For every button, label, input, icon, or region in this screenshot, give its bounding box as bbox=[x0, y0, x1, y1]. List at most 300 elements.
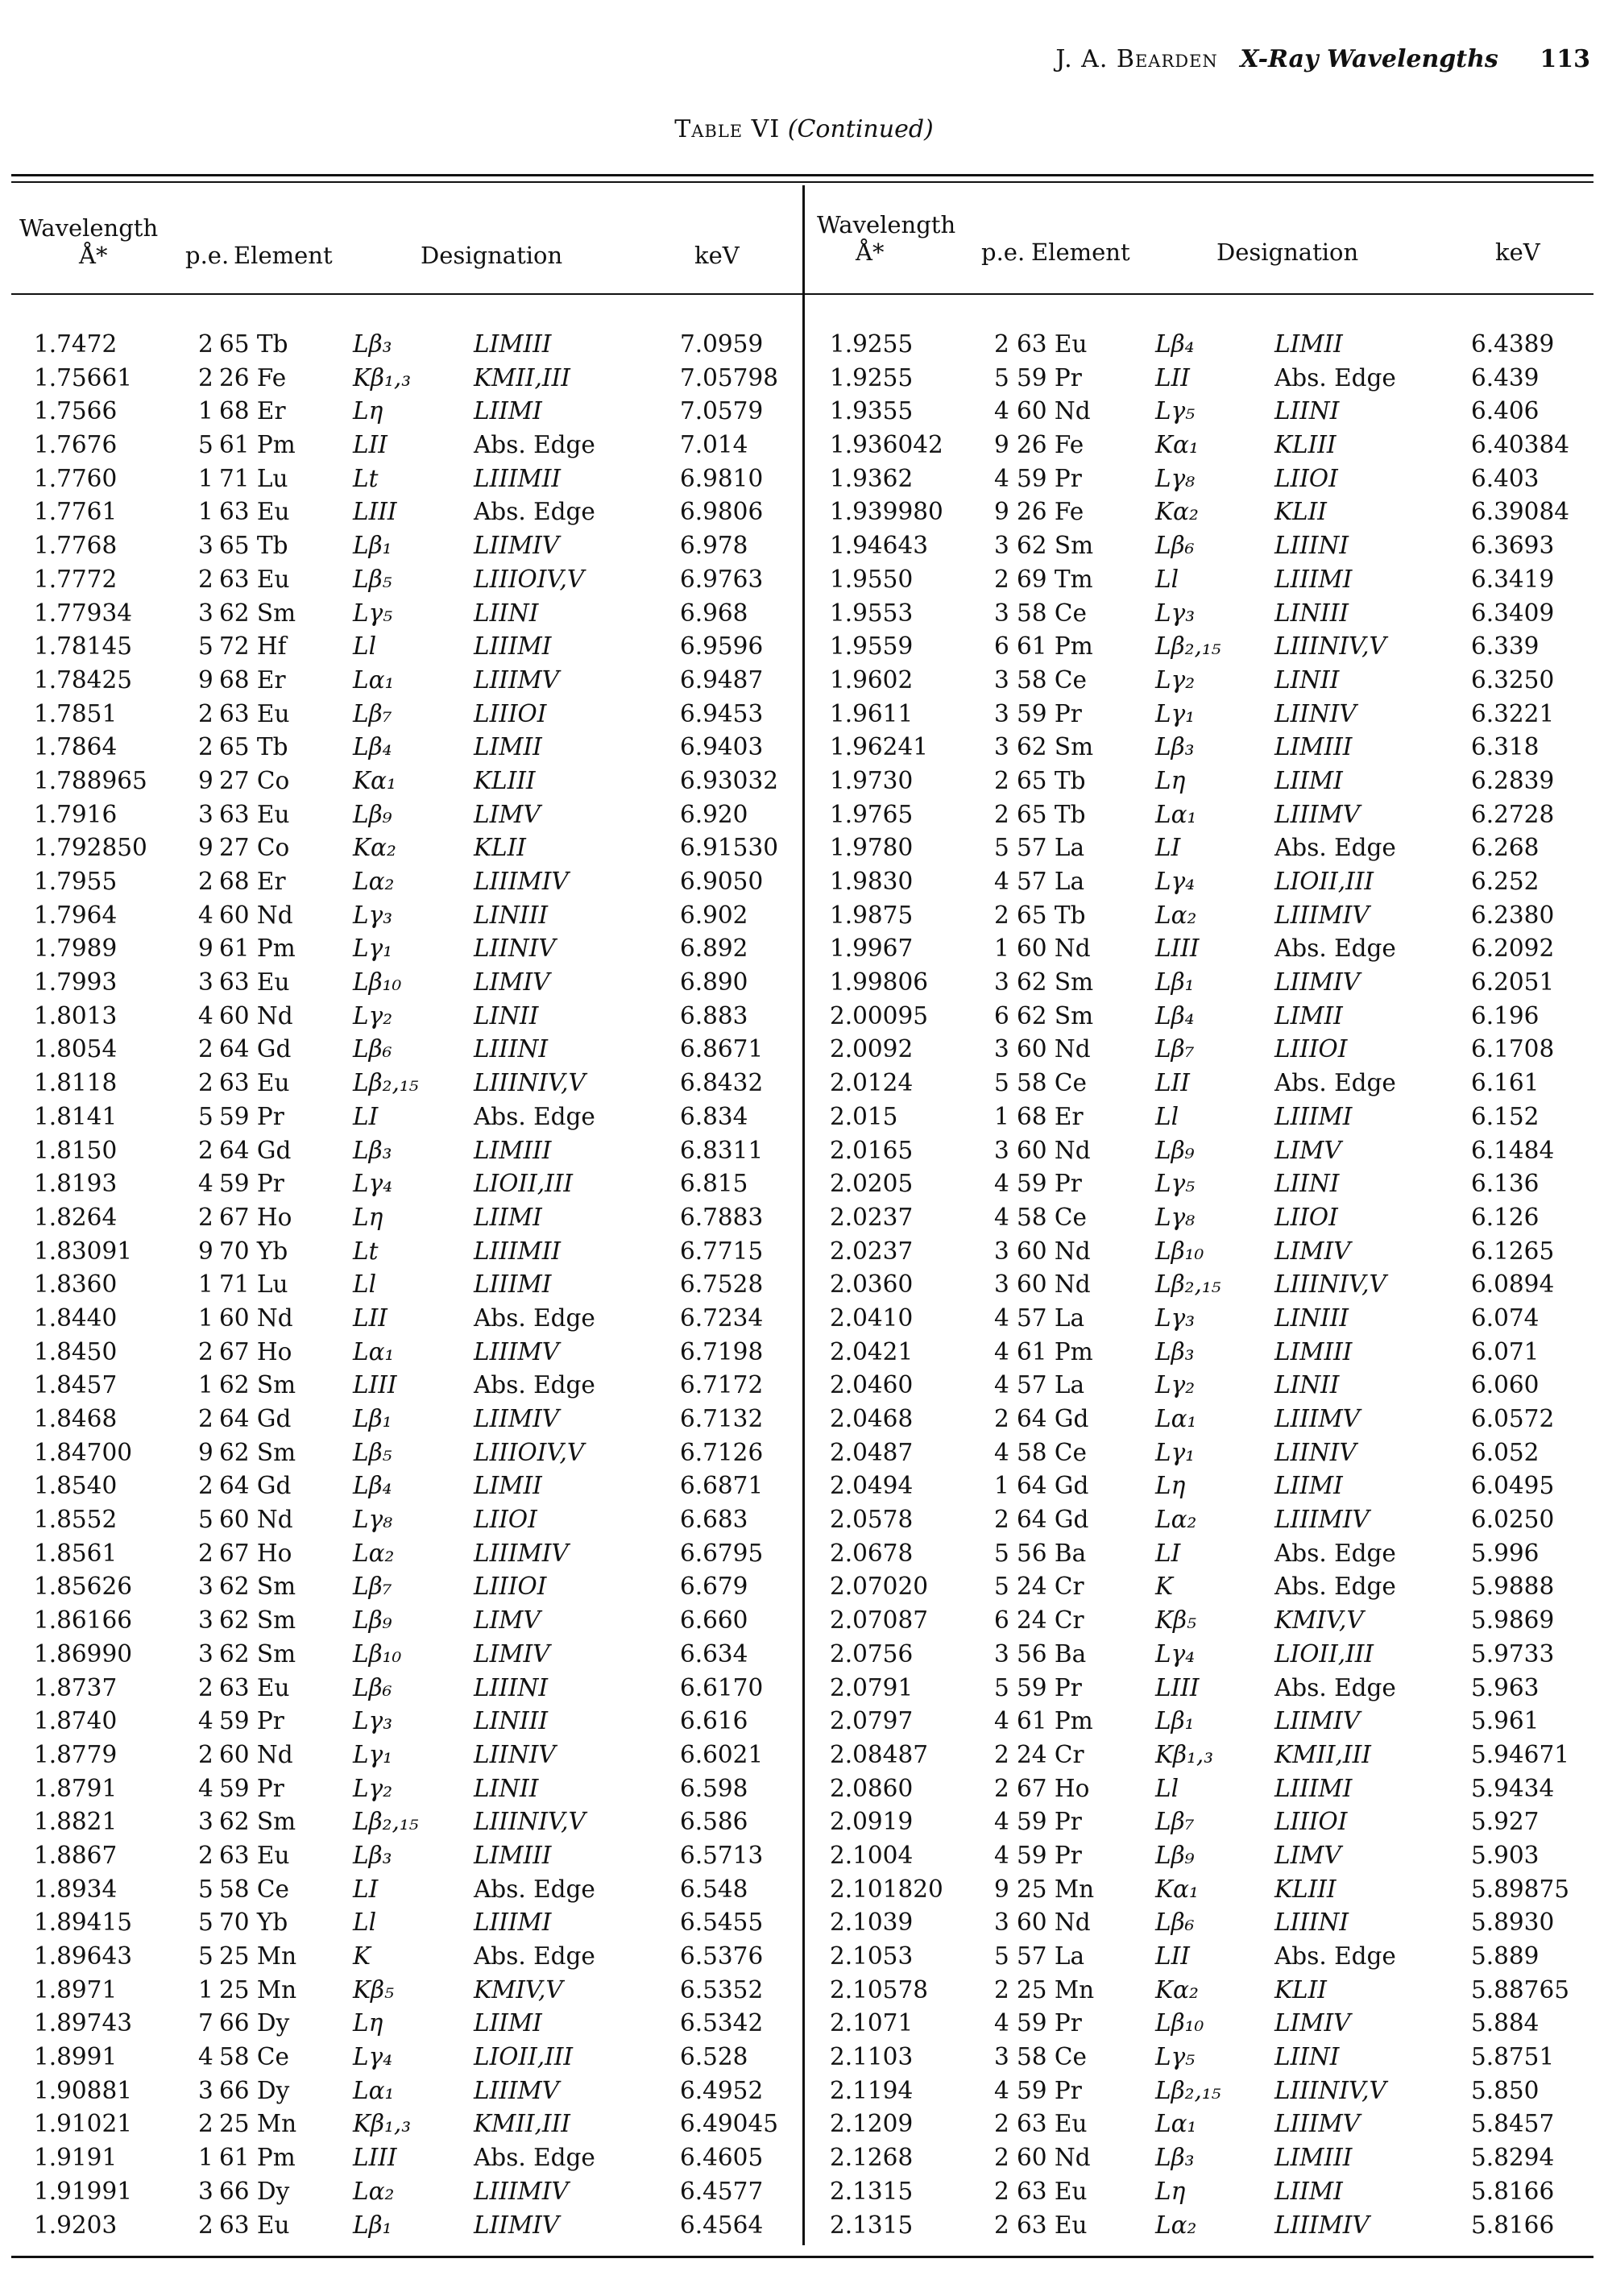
table-note: (Continued) bbox=[787, 115, 934, 143]
table-row bbox=[806, 1569, 1597, 1603]
wavelength-cell: 2.07020 bbox=[830, 1573, 928, 1601]
col-element-header: Element bbox=[1031, 238, 1130, 266]
pe-cell: 4 bbox=[994, 2076, 1009, 2104]
table-row bbox=[11, 965, 802, 999]
kev-cell: 5.9888 bbox=[1471, 1573, 1555, 1601]
wavelength-cell: 2.0860 bbox=[830, 1774, 914, 1802]
table-row bbox=[806, 1603, 1597, 1637]
pe-cell: 9 bbox=[198, 766, 213, 794]
kev-cell: 5.8294 bbox=[1471, 2144, 1555, 2172]
table-row bbox=[806, 1772, 1597, 1805]
designation-cell: LIIIOI bbox=[1274, 1808, 1348, 1836]
line-cell: Lβ₉ bbox=[1155, 1136, 1195, 1164]
wavelength-cell: 2.1315 bbox=[830, 2177, 914, 2205]
pe-cell: 2 bbox=[198, 1069, 213, 1097]
kev-cell: 6.5455 bbox=[680, 1908, 764, 1937]
element-cell: 64 Gd bbox=[219, 1035, 292, 1063]
element-cell: 63 Eu bbox=[219, 1069, 290, 1097]
kev-cell: 6.196 bbox=[1471, 1001, 1540, 1030]
kev-cell: 6.3250 bbox=[1471, 665, 1555, 694]
wavelength-cell: 1.788965 bbox=[34, 766, 147, 794]
element-cell: 65 Tb bbox=[219, 733, 288, 761]
designation-cell: LIIIOIV,V bbox=[474, 1438, 585, 1466]
line-cell: Lη bbox=[353, 2009, 383, 2037]
pe-cell: 3 bbox=[198, 1639, 213, 1668]
table-row bbox=[11, 462, 802, 495]
line-cell: Lα₂ bbox=[353, 1539, 395, 1567]
element-cell: 65 Tb bbox=[1017, 901, 1086, 929]
element-cell: 59 Pr bbox=[219, 1707, 284, 1735]
element-cell: 60 Nd bbox=[1017, 1270, 1091, 1299]
kev-cell: 6.161 bbox=[1471, 1069, 1540, 1097]
pe-cell: 2 bbox=[198, 1472, 213, 1500]
pe-cell: 2 bbox=[198, 1841, 213, 1869]
pe-cell: 2 bbox=[198, 2211, 213, 2239]
kev-cell: 6.052 bbox=[1471, 1438, 1540, 1466]
wavelength-cell: 1.8867 bbox=[34, 1841, 118, 1869]
kev-cell: 6.634 bbox=[680, 1639, 748, 1668]
line-cell: Lα₂ bbox=[353, 2177, 395, 2205]
designation-cell: LIMIV bbox=[1274, 2009, 1351, 2037]
kev-cell: 6.548 bbox=[680, 1875, 748, 1903]
table-row bbox=[11, 428, 802, 462]
wavelength-cell: 2.015 bbox=[830, 1102, 898, 1130]
pe-cell: 4 bbox=[198, 1170, 213, 1198]
table-row bbox=[11, 361, 802, 395]
table-row bbox=[11, 2107, 802, 2141]
line-cell: Kα₂ bbox=[1155, 498, 1199, 526]
pe-cell: 1 bbox=[198, 397, 213, 425]
table-row bbox=[11, 528, 802, 562]
kev-cell: 6.586 bbox=[680, 1808, 748, 1836]
line-cell: Lγ₃ bbox=[353, 901, 393, 929]
table-row bbox=[11, 697, 802, 731]
kev-cell: 5.927 bbox=[1471, 1808, 1540, 1836]
designation-cell: Abs. Edge bbox=[474, 2144, 595, 2172]
line-cell: Lβ₉ bbox=[353, 800, 392, 828]
wavelength-cell: 2.1053 bbox=[830, 1942, 914, 1970]
designation-cell: LIMV bbox=[1274, 1136, 1341, 1164]
wavelength-cell: 2.07087 bbox=[830, 1606, 928, 1635]
line-cell: Lβ₂,₁₅ bbox=[1155, 2076, 1221, 2104]
element-cell: 59 Pr bbox=[219, 1170, 284, 1198]
pe-cell: 5 bbox=[198, 431, 213, 459]
line-cell: Kβ₁,₃ bbox=[353, 2110, 412, 2138]
wavelength-cell: 1.91991 bbox=[34, 2177, 132, 2205]
line-cell: LII bbox=[1155, 363, 1190, 392]
pe-cell: 3 bbox=[994, 1270, 1009, 1299]
pe-cell: 3 bbox=[994, 599, 1009, 627]
designation-cell: KMIV,V bbox=[1274, 1606, 1364, 1635]
table-row bbox=[806, 2208, 1597, 2242]
line-cell: Lβ₅ bbox=[353, 565, 392, 593]
line-cell: Kβ₅ bbox=[1155, 1606, 1196, 1635]
wavelength-cell: 2.0756 bbox=[830, 1639, 914, 1668]
kev-cell: 6.252 bbox=[1471, 868, 1540, 895]
kev-cell: 6.7198 bbox=[680, 1337, 764, 1366]
designation-cell: LIIIOI bbox=[1274, 1035, 1348, 1063]
wavelength-cell: 1.9765 bbox=[830, 800, 914, 828]
element-cell: 62 Sm bbox=[1017, 532, 1094, 560]
kev-cell: 6.2380 bbox=[1471, 901, 1555, 929]
kev-cell: 5.9434 bbox=[1471, 1774, 1555, 1802]
top-rule-thick bbox=[11, 174, 1593, 176]
wavelength-cell: 1.8791 bbox=[34, 1774, 118, 1802]
table-row bbox=[11, 1335, 802, 1369]
wavelength-cell: 1.7676 bbox=[34, 431, 118, 459]
designation-cell: LIIMI bbox=[1274, 2177, 1343, 2205]
element-cell: 62 Sm bbox=[1017, 1001, 1094, 1030]
designation-cell: LIIINIV,V bbox=[1274, 2076, 1386, 2104]
element-cell: 67 Ho bbox=[219, 1203, 292, 1231]
wavelength-cell: 1.9967 bbox=[830, 935, 914, 963]
table-row bbox=[806, 361, 1597, 395]
element-cell: 61 Pm bbox=[1017, 1707, 1093, 1735]
element-cell: 62 Sm bbox=[219, 599, 296, 627]
designation-cell: LIMII bbox=[1274, 1001, 1343, 1030]
designation-cell: LIOII,III bbox=[474, 1170, 574, 1198]
pe-cell: 3 bbox=[994, 968, 1009, 997]
line-cell: Lγ₄ bbox=[1155, 1639, 1196, 1668]
designation-cell: LIMV bbox=[1274, 1841, 1341, 1869]
col-pe-header: p.e. bbox=[981, 238, 1026, 266]
wavelength-cell: 1.77934 bbox=[34, 599, 132, 627]
journal-title: X-Ray Wavelengths bbox=[1240, 45, 1498, 73]
kev-cell: 5.9733 bbox=[1471, 1639, 1555, 1668]
element-cell: 59 Pr bbox=[1017, 1841, 1082, 1869]
line-cell: Ll bbox=[1155, 565, 1179, 593]
pe-cell: 1 bbox=[198, 1270, 213, 1299]
designation-cell: LIIMIV bbox=[474, 532, 560, 560]
table-row bbox=[806, 1402, 1597, 1436]
wavelength-cell: 2.0124 bbox=[830, 1069, 914, 1097]
element-cell: 62 Sm bbox=[219, 1808, 296, 1836]
wavelength-cell: 1.8450 bbox=[34, 1337, 118, 1366]
designation-cell: Abs. Edge bbox=[474, 1942, 595, 1970]
element-cell: 59 Pr bbox=[1017, 1673, 1082, 1701]
pe-cell: 4 bbox=[198, 2043, 213, 2071]
kev-cell: 6.4605 bbox=[680, 2144, 764, 2172]
wavelength-cell: 1.9553 bbox=[830, 599, 914, 627]
element-cell: 62 Sm bbox=[219, 1371, 296, 1399]
line-cell: Ll bbox=[1155, 1774, 1179, 1802]
designation-cell: LIIIMI bbox=[474, 632, 552, 661]
line-cell: Lγ₅ bbox=[1155, 1170, 1196, 1198]
element-cell: 61 Pm bbox=[219, 935, 296, 963]
table-row bbox=[806, 864, 1597, 898]
kev-cell: 7.014 bbox=[680, 431, 748, 459]
element-cell: 59 Pr bbox=[219, 1774, 284, 1802]
pe-cell: 5 bbox=[994, 1942, 1009, 1970]
table-label: Table VI bbox=[674, 115, 781, 143]
designation-cell: KLII bbox=[1274, 1975, 1327, 2004]
line-cell: Kα₁ bbox=[1155, 431, 1199, 459]
wavelength-cell: 1.75661 bbox=[34, 363, 132, 392]
wavelength-cell: 1.8540 bbox=[34, 1472, 118, 1500]
pe-cell: 2 bbox=[994, 1975, 1009, 2004]
table-row bbox=[806, 1335, 1597, 1369]
element-cell: 60 Nd bbox=[1017, 397, 1091, 425]
table-row bbox=[11, 495, 802, 528]
designation-cell: KLII bbox=[1274, 498, 1327, 526]
designation-cell: LIMIII bbox=[1274, 1337, 1353, 1366]
element-cell: 65 Tb bbox=[219, 532, 288, 560]
wavelength-cell: 2.0421 bbox=[830, 1337, 914, 1366]
line-cell: Lβ₃ bbox=[353, 330, 392, 358]
element-cell: 69 Tm bbox=[1017, 565, 1093, 593]
table-row bbox=[11, 629, 802, 663]
wavelength-cell: 1.8971 bbox=[34, 1975, 118, 2004]
pe-cell: 5 bbox=[198, 1102, 213, 1130]
table-row bbox=[806, 1032, 1597, 1066]
element-cell: 63 Eu bbox=[219, 2211, 290, 2239]
wavelength-cell: 2.0468 bbox=[830, 1405, 914, 1432]
line-cell: K bbox=[353, 1942, 371, 1970]
col-element-header: Element bbox=[234, 242, 333, 269]
pe-cell: 5 bbox=[994, 834, 1009, 862]
table-row bbox=[806, 629, 1597, 663]
col-unit-header: Å* bbox=[856, 238, 885, 266]
table-row bbox=[11, 1066, 802, 1100]
column-divider bbox=[802, 185, 805, 2245]
pe-cell: 9 bbox=[994, 431, 1009, 459]
pe-cell: 4 bbox=[198, 1774, 213, 1802]
wavelength-cell: 1.9611 bbox=[830, 699, 914, 727]
line-cell: Lβ₁ bbox=[1155, 1707, 1195, 1735]
pe-cell: 2 bbox=[994, 2144, 1009, 2172]
wavelength-cell: 1.8360 bbox=[34, 1270, 118, 1299]
designation-cell: LIIMI bbox=[1274, 766, 1343, 794]
designation-cell: LIIIMV bbox=[474, 1337, 560, 1366]
wavelength-cell: 1.90881 bbox=[34, 2076, 132, 2104]
line-cell: Ll bbox=[353, 1270, 377, 1299]
element-cell: 72 Hf bbox=[219, 632, 287, 661]
element-cell: 63 Eu bbox=[1017, 2177, 1088, 2205]
table-row bbox=[11, 1569, 802, 1603]
designation-cell: LIIINIV,V bbox=[1274, 632, 1386, 661]
kev-cell: 6.9050 bbox=[680, 868, 764, 895]
pe-cell: 2 bbox=[994, 1774, 1009, 1802]
wavelength-cell: 1.9255 bbox=[830, 363, 914, 392]
line-cell: Lβ₃ bbox=[353, 1136, 392, 1164]
pe-cell: 4 bbox=[994, 1170, 1009, 1198]
table-row bbox=[806, 1368, 1597, 1402]
line-cell: LIII bbox=[1155, 1673, 1200, 1701]
designation-cell: LIIINI bbox=[474, 1673, 549, 1701]
line-cell: Lα₁ bbox=[353, 1337, 395, 1366]
wavelength-cell: 2.08487 bbox=[830, 1740, 928, 1768]
designation-cell: LIIIMIV bbox=[474, 2177, 569, 2205]
wavelength-cell: 1.9203 bbox=[34, 2211, 118, 2239]
top-rule-thin bbox=[11, 181, 1593, 183]
designation-cell: Abs. Edge bbox=[1274, 935, 1396, 963]
element-cell: 63 Eu bbox=[219, 1673, 290, 1701]
designation-cell: LIIMIV bbox=[474, 1405, 560, 1432]
table-row bbox=[11, 1905, 802, 1939]
kev-cell: 6.39084 bbox=[1471, 498, 1569, 526]
pe-cell: 6 bbox=[994, 1001, 1009, 1030]
table-row bbox=[11, 2074, 802, 2107]
author-name: J. A. Bearden bbox=[1055, 45, 1218, 73]
wavelength-cell: 1.7851 bbox=[34, 699, 118, 727]
wavelength-cell: 1.8013 bbox=[34, 1001, 118, 1030]
table-row bbox=[806, 1905, 1597, 1939]
designation-cell: LIIIMIV bbox=[1274, 1506, 1370, 1534]
table-row bbox=[806, 663, 1597, 697]
pe-cell: 4 bbox=[994, 1337, 1009, 1366]
pe-cell: 3 bbox=[198, 532, 213, 560]
designation-cell: LIIIOIV,V bbox=[474, 565, 585, 593]
table-left-half bbox=[11, 185, 802, 2245]
table-row bbox=[11, 1368, 802, 1402]
kev-cell: 6.0495 bbox=[1471, 1472, 1555, 1500]
kev-cell: 6.920 bbox=[680, 800, 748, 828]
wavelength-cell: 2.1039 bbox=[830, 1908, 914, 1937]
table-row bbox=[806, 428, 1597, 462]
pe-cell: 2 bbox=[994, 766, 1009, 794]
line-cell: Lβ₁₀ bbox=[353, 968, 402, 997]
kev-cell: 6.6021 bbox=[680, 1740, 764, 1768]
wavelength-cell: 1.84700 bbox=[34, 1438, 132, 1466]
line-cell: LIII bbox=[1155, 935, 1200, 963]
line-cell: Lγ₄ bbox=[353, 2043, 393, 2071]
wavelength-cell: 1.8457 bbox=[34, 1371, 118, 1399]
table-row bbox=[11, 864, 802, 898]
kev-cell: 6.4564 bbox=[680, 2211, 764, 2239]
kev-cell: 5.8166 bbox=[1471, 2211, 1555, 2239]
table-row bbox=[806, 1704, 1597, 1738]
element-cell: 25 Mn bbox=[1017, 1975, 1095, 2004]
pe-cell: 2 bbox=[198, 733, 213, 761]
wavelength-cell: 2.0165 bbox=[830, 1136, 914, 1164]
pe-cell: 5 bbox=[198, 1942, 213, 1970]
kev-cell: 6.5342 bbox=[680, 2009, 764, 2037]
wavelength-cell: 1.89415 bbox=[34, 1908, 132, 1937]
line-cell: Lβ₇ bbox=[353, 699, 392, 727]
wavelength-cell: 1.83091 bbox=[34, 1237, 132, 1265]
element-cell: 64 Gd bbox=[219, 1405, 292, 1432]
line-cell: Lα₁ bbox=[1155, 800, 1197, 828]
table-row bbox=[11, 1234, 802, 1268]
line-cell: Kβ₅ bbox=[353, 1975, 394, 2004]
pe-cell: 2 bbox=[198, 1740, 213, 1768]
table-row bbox=[806, 1872, 1597, 1906]
element-cell: 60 Nd bbox=[219, 901, 293, 929]
table-row bbox=[806, 1973, 1597, 2007]
element-cell: 24 Cr bbox=[1017, 1606, 1084, 1635]
designation-cell: LIIIMV bbox=[474, 665, 560, 694]
designation-cell: LINIII bbox=[474, 901, 549, 929]
designation-cell: LINIII bbox=[1274, 599, 1349, 627]
designation-cell: LINIII bbox=[1274, 1303, 1349, 1332]
pe-cell: 2 bbox=[994, 565, 1009, 593]
element-cell: 66 Dy bbox=[219, 2076, 290, 2104]
kev-cell: 6.892 bbox=[680, 935, 748, 963]
wavelength-cell: 1.94643 bbox=[830, 532, 928, 560]
element-cell: 59 Pr bbox=[219, 1102, 284, 1130]
element-cell: 59 Pr bbox=[1017, 1808, 1082, 1836]
kev-cell: 6.9403 bbox=[680, 733, 764, 761]
table-row bbox=[11, 1973, 802, 2007]
designation-cell: LIIIMV bbox=[1274, 800, 1361, 828]
designation-cell: LIMV bbox=[474, 1606, 541, 1635]
table-row bbox=[11, 2208, 802, 2242]
pe-cell: 5 bbox=[994, 1573, 1009, 1601]
table-row bbox=[11, 831, 802, 864]
element-cell: 68 Er bbox=[1017, 1102, 1084, 1130]
table-row bbox=[11, 1671, 802, 1705]
designation-cell: LIIIMI bbox=[1274, 1774, 1353, 1802]
pe-cell: 2 bbox=[198, 2110, 213, 2138]
line-cell: Lγ₂ bbox=[353, 1001, 393, 1030]
col-kev-header: keV bbox=[1495, 238, 1540, 266]
table-row bbox=[806, 2074, 1597, 2107]
wavelength-cell: 1.8779 bbox=[34, 1740, 118, 1768]
table-row bbox=[806, 562, 1597, 596]
wavelength-cell: 1.9362 bbox=[830, 464, 914, 492]
line-cell: LI bbox=[1155, 1539, 1181, 1567]
designation-cell: Abs. Edge bbox=[1274, 1942, 1396, 1970]
pe-cell: 2 bbox=[198, 1673, 213, 1701]
wavelength-cell: 1.7472 bbox=[34, 330, 118, 358]
kev-cell: 6.5352 bbox=[680, 1975, 764, 2004]
wavelength-cell: 2.0237 bbox=[830, 1237, 914, 1265]
element-cell: 27 Co bbox=[219, 766, 290, 794]
pe-cell: 4 bbox=[994, 1303, 1009, 1332]
designation-cell: LIIMI bbox=[474, 1203, 542, 1231]
pe-cell: 3 bbox=[994, 1237, 1009, 1265]
pe-cell: 2 bbox=[198, 699, 213, 727]
table-row bbox=[806, 1738, 1597, 1772]
kev-cell: 5.8751 bbox=[1471, 2043, 1555, 2071]
pe-cell: 3 bbox=[198, 968, 213, 997]
line-cell: K bbox=[1155, 1573, 1174, 1601]
designation-cell: Abs. Edge bbox=[1274, 1539, 1396, 1567]
designation-cell: Abs. Edge bbox=[474, 431, 595, 459]
kev-cell: 6.528 bbox=[680, 2043, 748, 2071]
kev-cell: 6.4389 bbox=[1471, 330, 1555, 358]
kev-cell: 6.7132 bbox=[680, 1405, 764, 1432]
designation-cell: LIIIOI bbox=[474, 1573, 547, 1601]
wavelength-cell: 2.1209 bbox=[830, 2110, 914, 2138]
line-cell: Lγ₂ bbox=[1155, 1371, 1196, 1399]
line-cell: Kβ₁,₃ bbox=[1155, 1740, 1214, 1768]
kev-cell: 6.1265 bbox=[1471, 1237, 1555, 1265]
line-cell: Lγ₅ bbox=[353, 599, 393, 627]
table-title bbox=[0, 115, 1608, 143]
pe-cell: 2 bbox=[198, 1337, 213, 1366]
element-cell: 70 Yb bbox=[219, 1908, 288, 1937]
kev-cell: 6.91530 bbox=[680, 834, 778, 862]
kev-cell: 6.1708 bbox=[1471, 1035, 1555, 1063]
table-row bbox=[806, 495, 1597, 528]
line-cell: Lβ₇ bbox=[1155, 1808, 1195, 1836]
wavelength-cell: 1.89643 bbox=[34, 1942, 132, 1970]
pe-cell: 5 bbox=[198, 1875, 213, 1903]
table-row bbox=[806, 1436, 1597, 1469]
element-cell: 63 Eu bbox=[1017, 2110, 1088, 2138]
kev-cell: 6.978 bbox=[680, 532, 748, 560]
line-cell: Lβ₂,₁₅ bbox=[353, 1069, 419, 1097]
table-row bbox=[11, 2141, 802, 2174]
line-cell: LI bbox=[353, 1875, 379, 1903]
element-cell: 57 La bbox=[1017, 868, 1085, 895]
line-cell: Kα₁ bbox=[1155, 1875, 1199, 1903]
line-cell: Ll bbox=[1155, 1102, 1179, 1130]
designation-cell: LIIIMIV bbox=[1274, 901, 1370, 929]
table-row bbox=[11, 730, 802, 764]
table-row bbox=[806, 1301, 1597, 1335]
